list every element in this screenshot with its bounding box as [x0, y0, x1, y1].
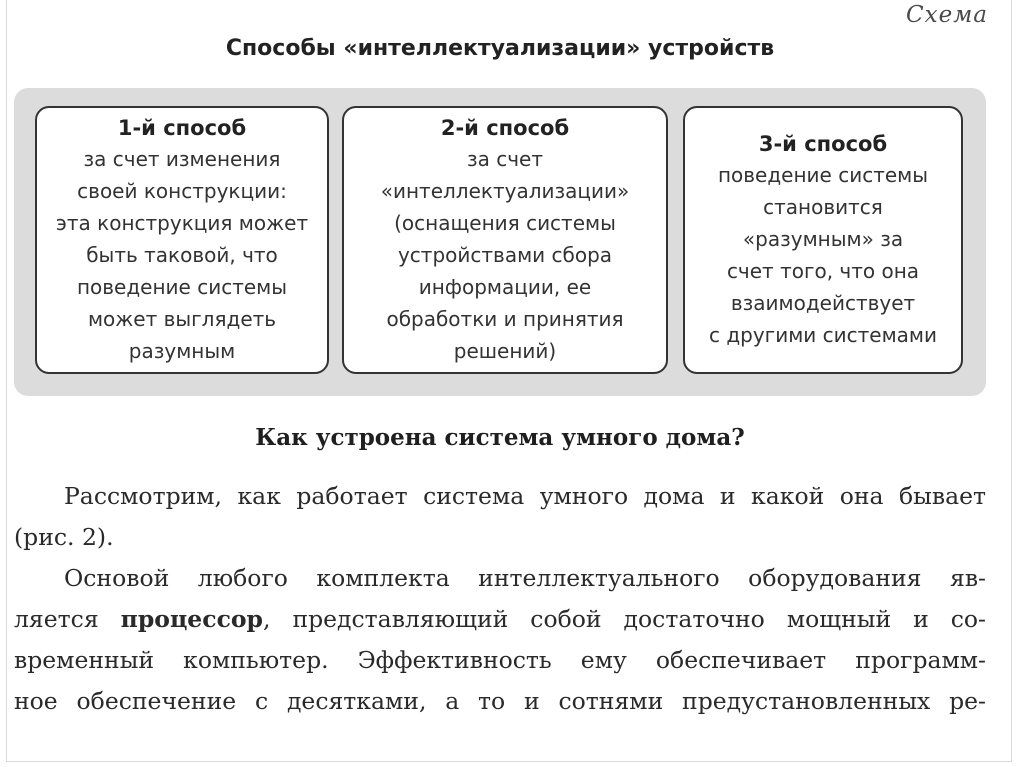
method-text-line: решений) [453, 339, 557, 363]
paragraph-line: (рис. 2). [14, 523, 114, 551]
paragraph-line: ное обеспечение с десятками, а то и сотнями предустановленных ре- [14, 687, 986, 715]
method-title: 2-й способ [440, 116, 570, 140]
method-box-1 [35, 106, 329, 374]
method-text-line: взаимодействует [730, 291, 916, 315]
method-text-line: счет того, что она [726, 259, 920, 283]
schema-label: Схема [906, 2, 988, 28]
method-title: 3-й способ [758, 132, 888, 156]
method-text-line: (оснащения системы [394, 211, 616, 235]
bold-term: процессор [120, 605, 263, 633]
method-text-line: за счет изменения [83, 147, 281, 171]
method-text-line: с другими системами [708, 323, 938, 347]
method-text-line: поведение системы [76, 275, 288, 299]
text-segment: ляется [14, 605, 121, 633]
method-title: 1-й способ [117, 116, 247, 140]
method-text-line: разумным [128, 339, 236, 363]
method-text-line: «интеллектуализации» [380, 179, 630, 203]
method-text-line: «разумным» за [742, 227, 904, 251]
paragraph-line: временный компьютер. Эффективность ему обеспечивает программ- [14, 646, 986, 674]
text-segment: , представляющий собой достаточно мощный и со- [262, 605, 986, 633]
diagram-title: Способы «интеллектуализации» устройств [225, 36, 775, 61]
method-text-line: быть таковой, что [86, 243, 278, 267]
method-text-line: за счет [466, 147, 543, 171]
section-heading: Как устроена система умного дома? [255, 424, 745, 451]
method-text-line: может выглядеть [87, 307, 277, 331]
paragraph-line: Основой любого комплекта интеллектуального оборудования яв- [64, 564, 986, 592]
method-box-3 [683, 106, 963, 374]
method-text-line: становится [763, 195, 883, 219]
method-box-2 [342, 106, 668, 374]
method-text-line: поведение системы [717, 163, 929, 187]
paragraph-line [14, 599, 986, 640]
method-text-line: обработки и принятия [386, 307, 624, 331]
method-text-line: информации, ее [418, 275, 592, 299]
method-text-line: устройствами сбора [397, 243, 613, 267]
paragraph-line: Рассмотрим, как работает система умного дома и какой она бывает [64, 482, 986, 510]
article-body [14, 476, 986, 722]
method-text-line: своей конструкции: [77, 179, 287, 203]
method-text-line: эта конструкция может [55, 211, 309, 235]
